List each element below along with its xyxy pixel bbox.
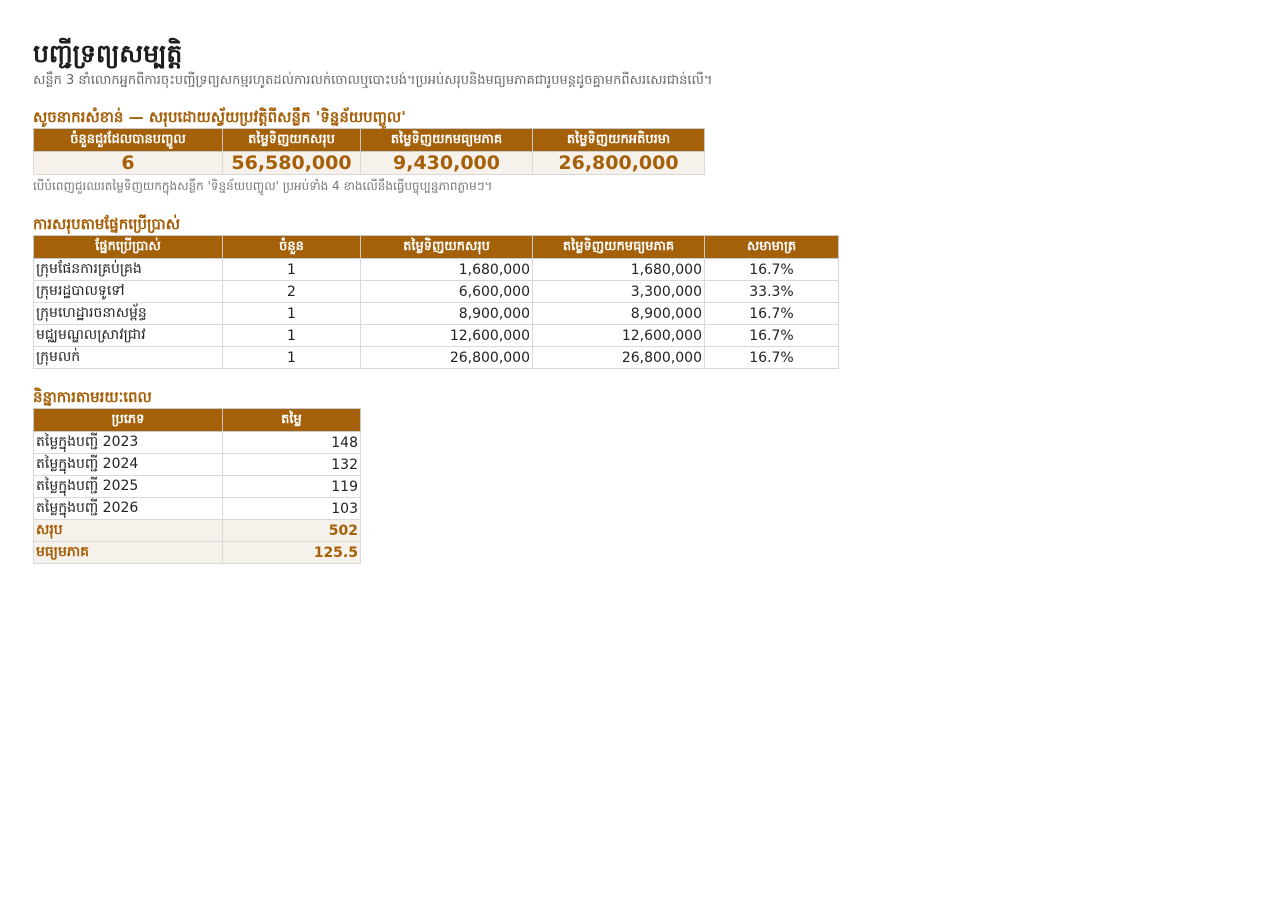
trend-label-cell[interactable]: តម្លៃក្នុងបញ្ជី 2025 bbox=[34, 476, 223, 498]
trend-header-value: តម្លៃ bbox=[223, 409, 361, 432]
kpi-value-avg[interactable]: 9,430,000 bbox=[361, 152, 533, 175]
group-ratio-cell[interactable]: 33.3% bbox=[705, 281, 839, 303]
trend-table bbox=[33, 408, 361, 564]
trend-section-title: និន្នាការតាមរយៈពេល bbox=[33, 388, 152, 406]
table-row bbox=[34, 281, 839, 303]
group-section-title: ការសរុបតាមផ្នែកប្រើប្រាស់ bbox=[33, 215, 180, 233]
group-avg-cell[interactable]: 26,800,000 bbox=[533, 347, 705, 369]
table-row bbox=[34, 347, 839, 369]
table-row bbox=[34, 325, 839, 347]
trend-value-cell[interactable]: 103 bbox=[223, 498, 361, 520]
kpi-header-total: តម្លៃទិញយកសរុប bbox=[223, 129, 361, 152]
kpi-header-max: តម្លៃទិញយកអតិបរមា bbox=[533, 129, 705, 152]
group-ratio-cell[interactable]: 16.7% bbox=[705, 325, 839, 347]
trend-value-cell[interactable]: 132 bbox=[223, 454, 361, 476]
group-total-cell[interactable]: 8,900,000 bbox=[361, 303, 533, 325]
kpi-section bbox=[33, 106, 1272, 197]
group-total-cell[interactable]: 6,600,000 bbox=[361, 281, 533, 303]
trend-value-cell[interactable]: 148 bbox=[223, 432, 361, 454]
kpi-value-max[interactable]: 26,800,000 bbox=[533, 152, 705, 175]
group-total-cell[interactable]: 26,800,000 bbox=[361, 347, 533, 369]
page-subtitle: សន្លឹក 3 នាំលោកអ្នកពីការចុះបញ្ជីទ្រព្យសកម្មរហូតដល់ការលក់ចោលឬបោះបង់។ប្រអប់សរុបនិងមធ្យមភាគជារូបមន្តដូចគ្នាមកពីសរសេរជាន់លើ។ bbox=[33, 73, 713, 88]
trend-total-row bbox=[34, 520, 361, 542]
trend-average-label[interactable]: មធ្យមភាគ bbox=[34, 542, 223, 564]
group-count-cell[interactable]: 1 bbox=[223, 259, 361, 281]
kpi-value-total[interactable]: 56,580,000 bbox=[223, 152, 361, 175]
kpi-value-count[interactable]: 6 bbox=[34, 152, 223, 175]
group-avg-cell[interactable]: 12,600,000 bbox=[533, 325, 705, 347]
table-row bbox=[34, 476, 361, 498]
group-ratio-cell[interactable]: 16.7% bbox=[705, 259, 839, 281]
kpi-header-avg: តម្លៃទិញយកមធ្យមភាគ bbox=[361, 129, 533, 152]
trend-label-cell[interactable]: តម្លៃក្នុងបញ្ជី 2023 bbox=[34, 432, 223, 454]
kpi-section-title: សូចនាករសំខាន់ — សរុបដោយស្វ័យប្រវត្តិពីសន្លឹក 'ទិន្នន័យបញ្ចូល' bbox=[33, 108, 406, 126]
group-count-cell[interactable]: 1 bbox=[223, 303, 361, 325]
group-avg-cell[interactable]: 8,900,000 bbox=[533, 303, 705, 325]
group-name-cell[interactable]: ក្រុមរដ្ឋបាលទូទៅ bbox=[34, 281, 223, 303]
group-name-cell[interactable]: ក្រុមហេដ្ឋារចនាសម្ព័ន្ធ bbox=[34, 303, 223, 325]
trend-label-cell[interactable]: តម្លៃក្នុងបញ្ជី 2026 bbox=[34, 498, 223, 520]
group-ratio-cell[interactable]: 16.7% bbox=[705, 347, 839, 369]
group-count-cell[interactable]: 1 bbox=[223, 347, 361, 369]
table-row bbox=[34, 303, 839, 325]
group-header-avg: តម្លៃទិញយកមធ្យមភាគ bbox=[533, 236, 705, 259]
group-count-cell[interactable]: 1 bbox=[223, 325, 361, 347]
trend-average-row bbox=[34, 542, 361, 564]
table-row bbox=[34, 498, 361, 520]
trend-average-value[interactable]: 125.5 bbox=[223, 542, 361, 564]
table-row bbox=[34, 259, 839, 281]
group-avg-cell[interactable]: 3,300,000 bbox=[533, 281, 705, 303]
trend-value-cell[interactable]: 119 bbox=[223, 476, 361, 498]
group-total-cell[interactable]: 1,680,000 bbox=[361, 259, 533, 281]
group-header-name: ផ្នែកប្រើប្រាស់ bbox=[34, 236, 223, 259]
trend-total-label[interactable]: សរុប bbox=[34, 520, 223, 542]
table-row bbox=[34, 432, 361, 454]
group-total-cell[interactable]: 12,600,000 bbox=[361, 325, 533, 347]
group-summary-table bbox=[33, 235, 839, 369]
group-name-cell[interactable]: ក្រុមផែនការគ្រប់គ្រង bbox=[34, 259, 223, 281]
group-avg-cell[interactable]: 1,680,000 bbox=[533, 259, 705, 281]
trend-label-cell[interactable]: តម្លៃក្នុងបញ្ជី 2024 bbox=[34, 454, 223, 476]
group-header-count: ចំនួន bbox=[223, 236, 361, 259]
group-header-total: តម្លៃទិញយកសរុប bbox=[361, 236, 533, 259]
kpi-table bbox=[33, 128, 705, 175]
group-name-cell[interactable]: ក្រុមលក់ bbox=[34, 347, 223, 369]
group-name-cell[interactable]: មជ្ឈមណ្ឌលស្រាវជ្រាវ bbox=[34, 325, 223, 347]
trend-header-category: ប្រភេទ bbox=[34, 409, 223, 432]
group-header-ratio: សមាមាត្រ bbox=[705, 236, 839, 259]
group-ratio-cell[interactable]: 16.7% bbox=[705, 303, 839, 325]
kpi-note: បើបំពេញជួរឈរតម្លៃទិញយកក្នុងសន្លឹក 'ទិន្នន័យបញ្ចូល' ប្រអប់ទាំង 4 ខាងលើនឹងធ្វើបច្ចុប្បន្នភាពភ្លាមៗ។ bbox=[33, 179, 493, 193]
kpi-header-count: ចំនួនជួរដែលបានបញ្ចូល bbox=[34, 129, 223, 152]
table-row bbox=[34, 454, 361, 476]
trend-total-value[interactable]: 502 bbox=[223, 520, 361, 542]
page-title: បញ្ជីទ្រព្យសម្បត្តិ bbox=[33, 39, 183, 68]
group-count-cell[interactable]: 2 bbox=[223, 281, 361, 303]
group-summary-section bbox=[33, 213, 1272, 369]
trend-section bbox=[33, 386, 1272, 564]
